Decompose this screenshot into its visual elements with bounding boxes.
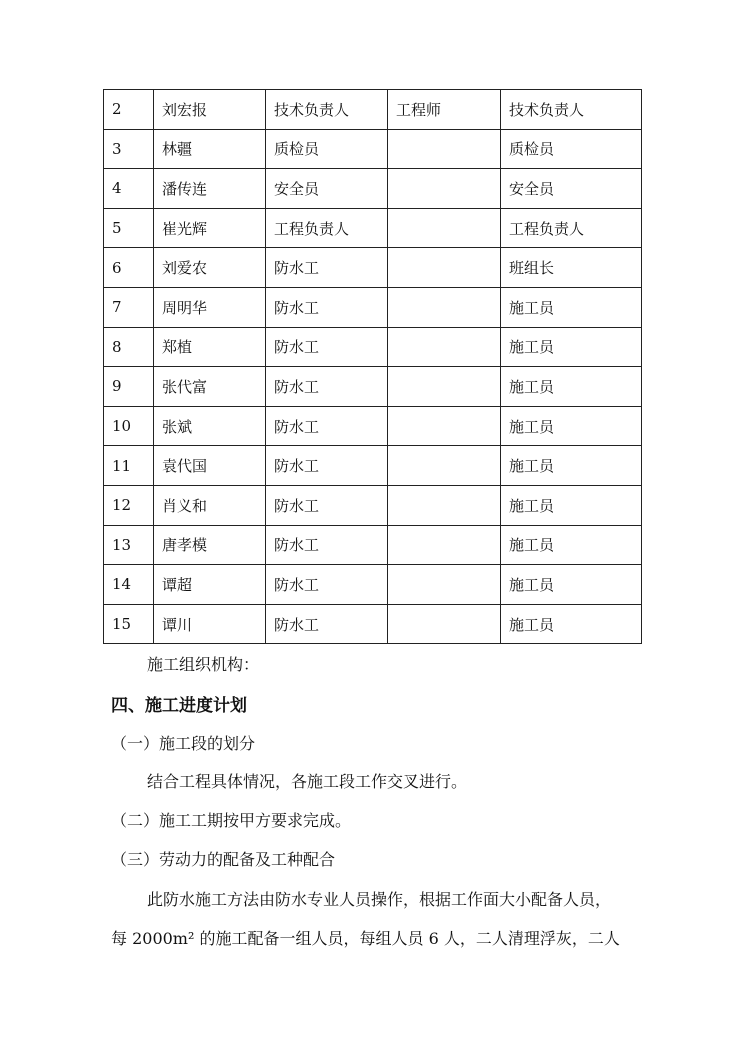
cell-staff-name: 郑植 [154,327,266,367]
cell-job-title [388,287,501,327]
cell-assignment: 施工员 [501,406,642,446]
cell-assignment: 工程负责人 [501,208,642,248]
table-row [104,367,642,407]
table-row [104,406,642,446]
staff-table-body [104,90,642,644]
cell-job-title [388,208,501,248]
cell-assignment: 施工员 [501,367,642,407]
cell-row-number: 15 [104,604,154,644]
staff-table [103,89,642,644]
cell-staff-name: 谭川 [154,604,266,644]
cell-job-title [388,367,501,407]
cell-job-title [388,327,501,367]
cell-job-title [388,604,501,644]
cell-job-title [388,565,501,605]
cell-job-role: 防水工 [266,367,388,407]
cell-assignment: 施工员 [501,565,642,605]
cell-assignment: 班组长 [501,248,642,288]
cell-assignment: 施工员 [501,327,642,367]
paragraph-2-line-1: 此防水施工方法由防水专业人员操作，根据工作面大小配备人员， [147,890,612,909]
cell-job-role: 防水工 [266,525,388,565]
cell-assignment: 施工员 [501,287,642,327]
table-row [104,604,642,644]
cell-row-number: 4 [104,169,154,209]
cell-row-number: 6 [104,248,154,288]
table-row [104,287,642,327]
table-row [104,485,642,525]
cell-row-number: 2 [104,90,154,130]
cell-job-role: 技术负责人 [266,90,388,130]
cell-row-number: 7 [104,287,154,327]
table-row [104,565,642,605]
cell-job-role: 防水工 [266,485,388,525]
cell-staff-name: 唐孝模 [154,525,266,565]
cell-job-role: 防水工 [266,287,388,327]
cell-row-number: 8 [104,327,154,367]
cell-assignment: 施工员 [501,525,642,565]
cell-job-role: 防水工 [266,604,388,644]
cell-job-role: 防水工 [266,406,388,446]
table-row [104,525,642,565]
cell-staff-name: 肖义和 [154,485,266,525]
cell-staff-name: 周明华 [154,287,266,327]
section-heading: 四、施工进度计划 [111,696,247,716]
cell-job-title [388,248,501,288]
cell-job-role: 安全员 [266,169,388,209]
subsection-3: （三）劳动力的配备及工种配合 [111,850,336,869]
cell-staff-name: 张斌 [154,406,266,446]
cell-job-title [388,169,501,209]
cell-staff-name: 张代富 [154,367,266,407]
cell-row-number: 11 [104,446,154,486]
cell-assignment: 技术负责人 [501,90,642,130]
cell-job-title [388,446,501,486]
cell-staff-name: 谭超 [154,565,266,605]
subsection-1: （一）施工段的划分 [111,734,256,753]
cell-row-number: 9 [104,367,154,407]
cell-job-title [388,406,501,446]
cell-row-number: 14 [104,565,154,605]
cell-job-role: 防水工 [266,327,388,367]
cell-job-role: 工程负责人 [266,208,388,248]
paragraph-2-line-2: 每 2000m² 的施工配备一组人员，每组人员 6 人，二人清理浮灰，二人 [111,929,620,948]
paragraph-1: 结合工程具体情况，各施工段工作交叉进行。 [147,772,468,791]
cell-staff-name: 潘传连 [154,169,266,209]
cell-staff-name: 林疆 [154,129,266,169]
cell-row-number: 10 [104,406,154,446]
cell-job-role: 质检员 [266,129,388,169]
cell-assignment: 施工员 [501,485,642,525]
cell-staff-name: 袁代国 [154,446,266,486]
subsection-2: （二）施工工期按甲方要求完成。 [111,811,352,830]
cell-assignment: 施工员 [501,604,642,644]
cell-row-number: 3 [104,129,154,169]
table-row [104,327,642,367]
cell-assignment: 施工员 [501,446,642,486]
cell-row-number: 13 [104,525,154,565]
cell-row-number: 12 [104,485,154,525]
table-row [104,129,642,169]
cell-job-title [388,525,501,565]
table-row [104,248,642,288]
table-row [104,90,642,130]
cell-job-role: 防水工 [266,248,388,288]
cell-job-title [388,485,501,525]
cell-job-title: 工程师 [388,90,501,130]
cell-staff-name: 刘爱农 [154,248,266,288]
cell-job-role: 防水工 [266,446,388,486]
cell-job-role: 防水工 [266,565,388,605]
org-structure-label: 施工组织机构： [147,655,260,674]
cell-staff-name: 刘宏报 [154,90,266,130]
cell-staff-name: 崔光辉 [154,208,266,248]
table-row [104,208,642,248]
table-row [104,169,642,209]
table-row [104,446,642,486]
cell-job-title [388,129,501,169]
cell-assignment: 安全员 [501,169,642,209]
cell-row-number: 5 [104,208,154,248]
cell-assignment: 质检员 [501,129,642,169]
